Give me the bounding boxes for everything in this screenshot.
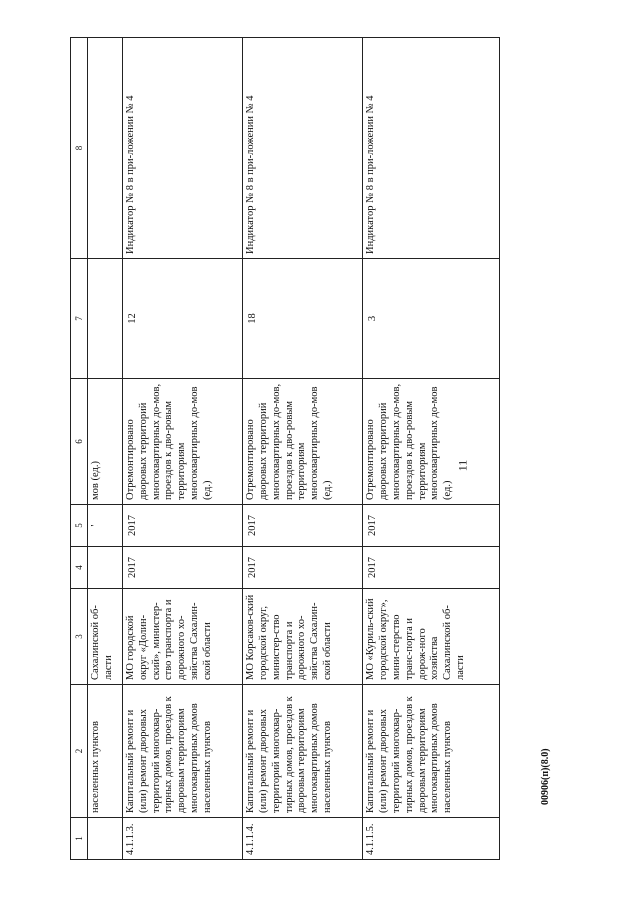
year-end-cell: 2017 bbox=[123, 505, 243, 547]
header-cell: 7 bbox=[71, 259, 88, 379]
table-cell bbox=[88, 818, 123, 860]
indicator-cell: Отремонтировано дворовых территорий многоквартирных до-мов, проездов к дво-ровым территориям многоквартирных до-мов (ед.) bbox=[243, 379, 363, 505]
header-cell: 4 bbox=[71, 547, 88, 589]
executor-cell: МО «Куриль-ский городской округ», мини-стерство транс-порта и дорож-ного хозяйства Сахалинской об-ласти bbox=[363, 589, 500, 685]
activity-cell: Капитальный ремонт и (или) ремонт дворовых территорий многоквар-тирных домов, проездов к дворовым территориям многоквартирных домов населенных пунктов bbox=[243, 685, 363, 818]
header-cell: 6 bbox=[71, 379, 88, 505]
row-number: 4.1.1.4. bbox=[243, 818, 363, 860]
table-cell: Сахалинской об-ласти bbox=[88, 589, 123, 685]
link-cell: Индикатор № 8 в при-ложении № 4 bbox=[363, 38, 500, 259]
page-number: 11 bbox=[455, 459, 470, 472]
header-cell: 1 bbox=[71, 818, 88, 860]
table-cell bbox=[88, 547, 123, 589]
header-row bbox=[71, 38, 88, 860]
value-cell: 12 bbox=[123, 259, 243, 379]
executor-cell: МО городской округ «Долин-ский», министер-ство транспорта и дорожного хо-зяйства Сахалин-ской области bbox=[123, 589, 243, 685]
rotated-table-container bbox=[70, 38, 500, 860]
indicator-cell: Отремонтировано дворовых территорий многоквартирных до-мов, проездов к дво-ровым территориям многоквартирных до-мов (ед.) bbox=[363, 379, 500, 505]
table-row bbox=[123, 38, 243, 860]
activity-cell: Капитальный ремонт и (или) ремонт дворовых территорий многоквар-тирных домов, проездов к дворовым территориям многоквартирных домов населенных пунктов bbox=[363, 685, 500, 818]
table-cell bbox=[88, 38, 123, 259]
table-row bbox=[243, 38, 363, 860]
table-row bbox=[363, 38, 500, 860]
activity-cell: Капитальный ремонт и (или) ремонт дворовых территорий многоквар-тирных домов, проездов к дворовым территориям многоквартирных домов населенных пунктов bbox=[123, 685, 243, 818]
table-cell bbox=[88, 259, 123, 379]
year-end-cell: 2017 bbox=[363, 505, 500, 547]
row-number: 4.1.1.5. bbox=[363, 818, 500, 860]
link-cell: Индикатор № 8 в при-ложении № 4 bbox=[123, 38, 243, 259]
program-table bbox=[70, 37, 500, 860]
year-start-cell: 2017 bbox=[363, 547, 500, 589]
footer-code: 00906(п)(8.0) bbox=[540, 748, 551, 805]
executor-cell: МО Корсаков-ский городской округ, министер-ство транспорта и дорожного хо-зяйства Сахалин-ской области bbox=[243, 589, 363, 685]
link-cell: Индикатор № 8 в при-ложении № 4 bbox=[243, 38, 363, 259]
value-cell: 18 bbox=[243, 259, 363, 379]
table-cell: ' bbox=[88, 505, 123, 547]
table-cell: мов (ед.) bbox=[88, 379, 123, 505]
indicator-cell: Отремонтировано дворовых территорий многоквартирных до-мов, проездов к дво-ровым территориям многоквартирных до-мов (ед.) bbox=[123, 379, 243, 505]
header-cell: 5 bbox=[71, 505, 88, 547]
header-cell: 8 bbox=[71, 38, 88, 259]
row-number: 4.1.1.3. bbox=[123, 818, 243, 860]
continuation-row bbox=[88, 38, 123, 860]
table-cell: населенных пунктов bbox=[88, 685, 123, 818]
year-end-cell: 2017 bbox=[243, 505, 363, 547]
header-cell: 3 bbox=[71, 589, 88, 685]
year-start-cell: 2017 bbox=[243, 547, 363, 589]
header-cell: 2 bbox=[71, 685, 88, 818]
year-start-cell: 2017 bbox=[123, 547, 243, 589]
value-cell: 3 bbox=[363, 259, 500, 379]
